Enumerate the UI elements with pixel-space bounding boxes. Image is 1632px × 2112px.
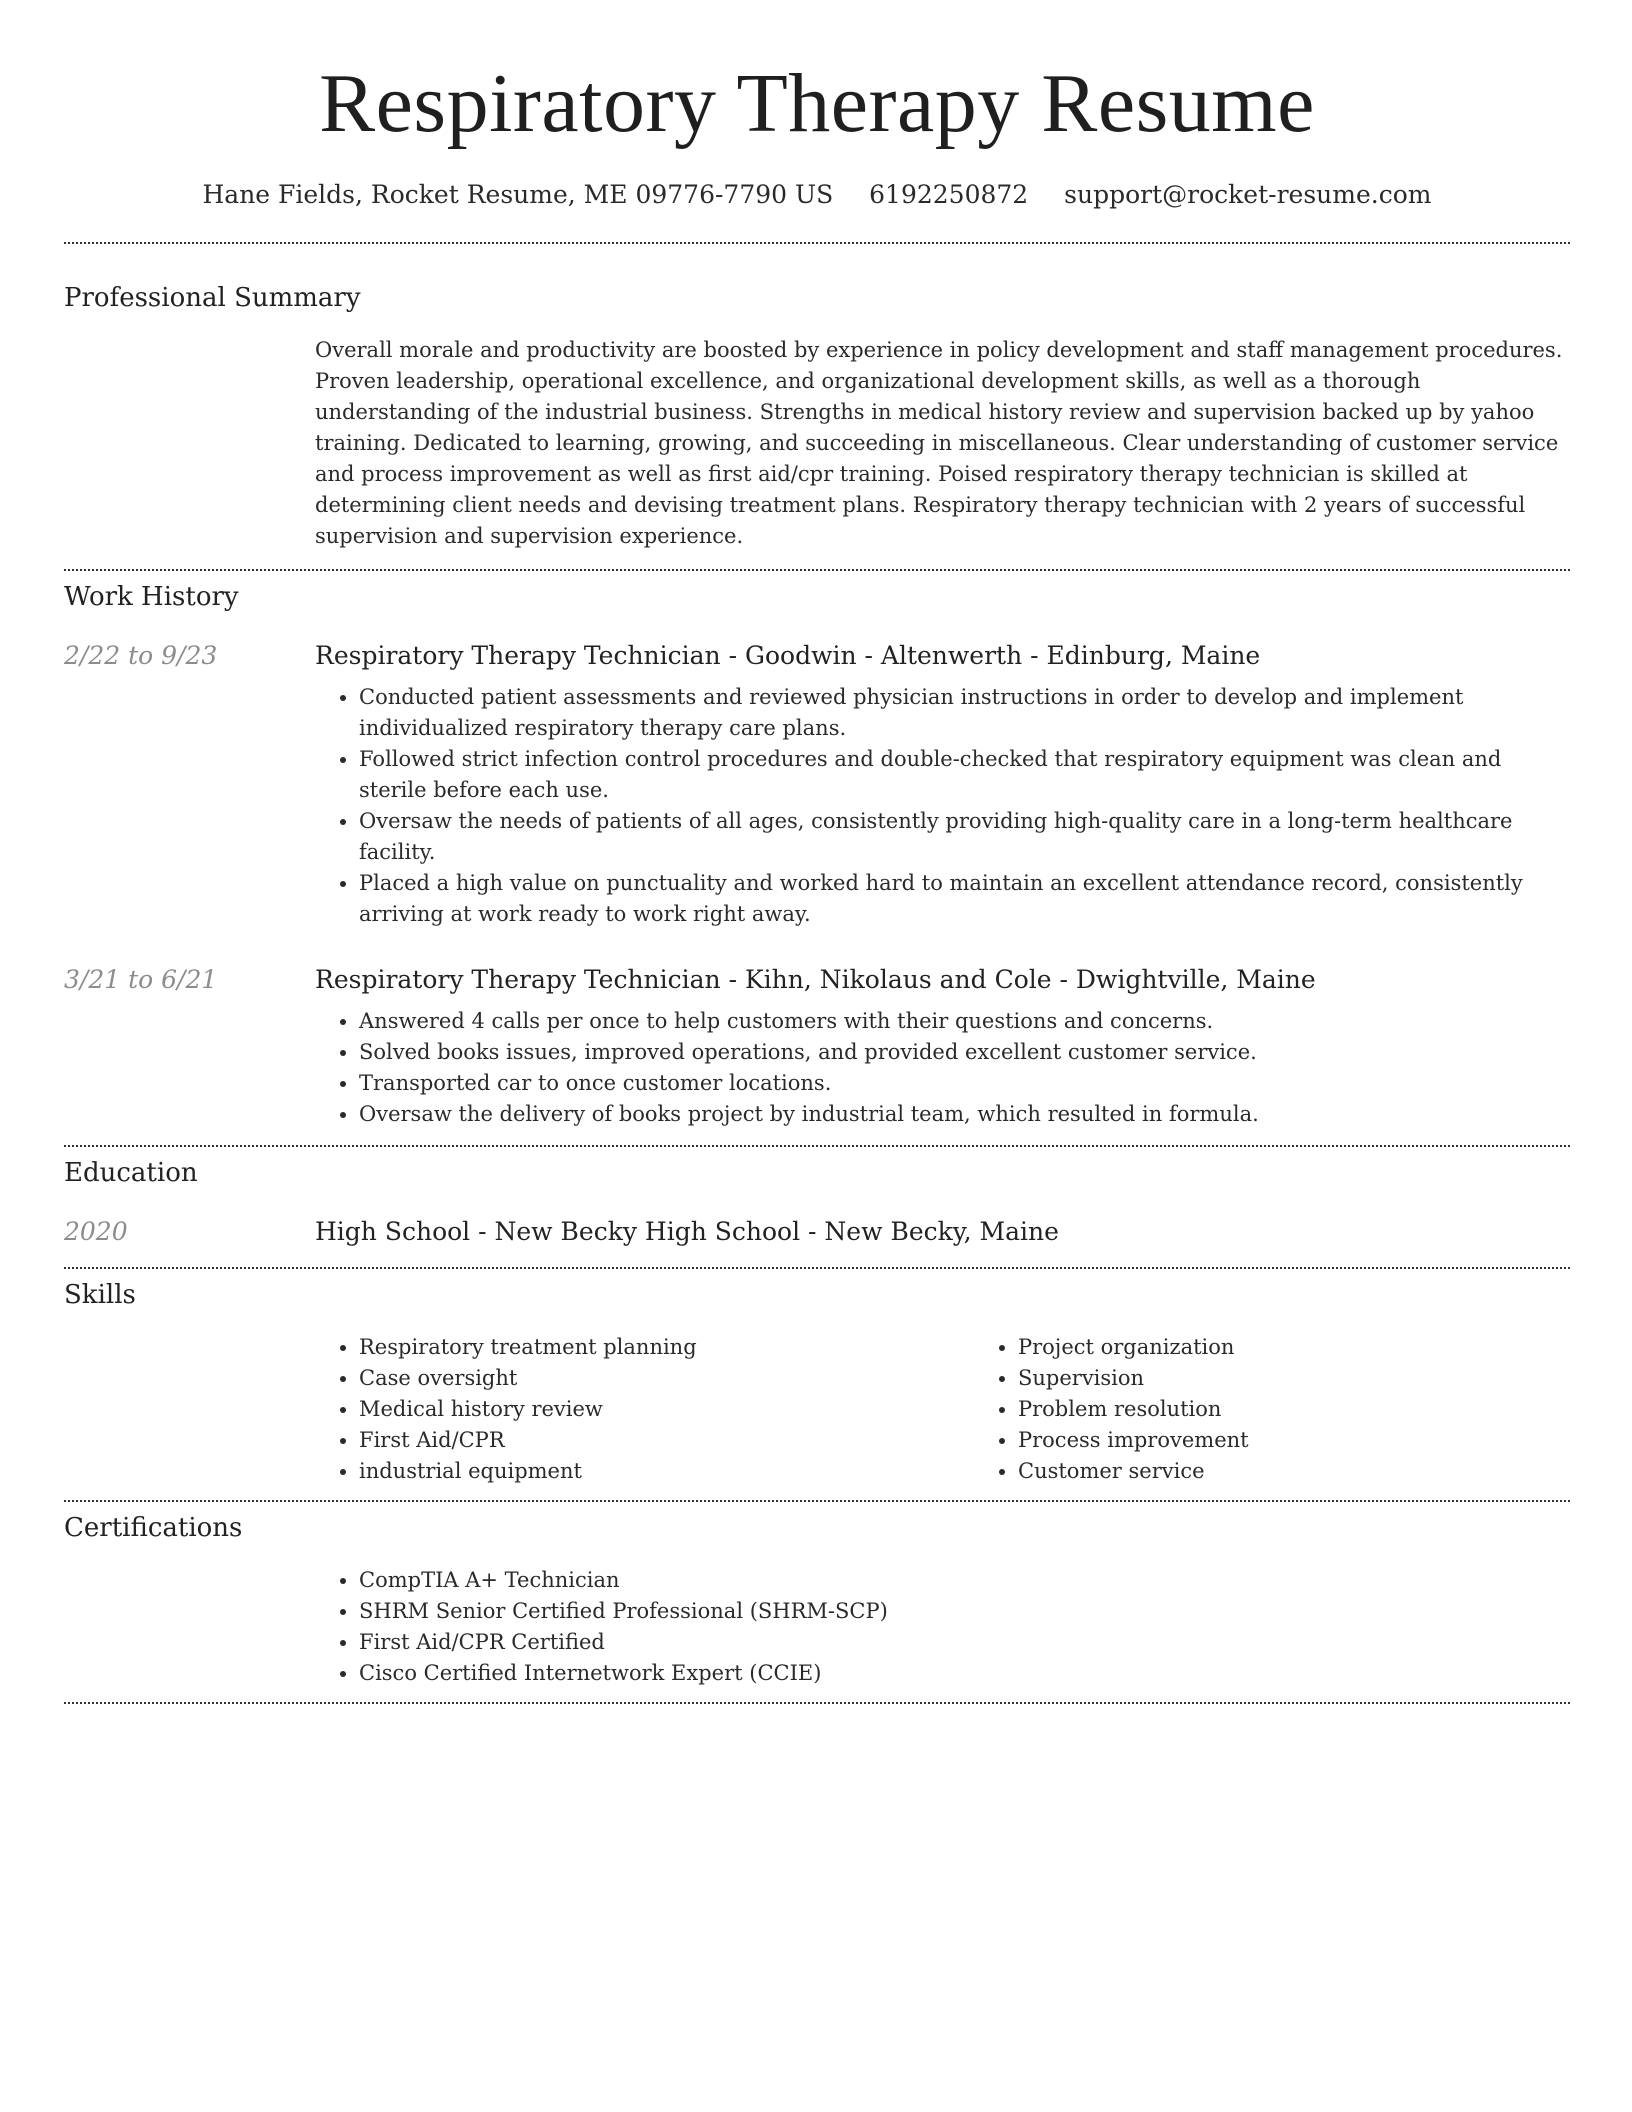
job-bullets: [315, 1006, 1570, 1130]
job-entry: [64, 963, 1570, 1130]
work-history-section: [64, 571, 1570, 1145]
skill-item: • Supervision: [1018, 1363, 1632, 1394]
skill-item: • Customer service: [1018, 1456, 1632, 1487]
skill-item: • Medical history review: [359, 1394, 974, 1425]
certifications-list: [315, 1565, 1570, 1689]
skill-item: • First Aid/CPR: [359, 1425, 974, 1456]
contact-address: Hane Fields, Rocket Resume, ME 09776-7790 US: [202, 180, 834, 209]
education-detail: High School - New Becky High School - New Becky, Maine: [315, 1217, 1059, 1246]
job-bullet: • Conducted patient assessments and reviewed physician instructions in order to develop and implement individualized respiratory therapy care plans.: [359, 682, 1570, 744]
work-history-heading: Work History: [64, 582, 239, 612]
job-title: Respiratory Therapy Technician - Goodwin - Altenwerth - Edinburg, Maine: [315, 641, 1261, 670]
job-title: Respiratory Therapy Technician - Kihn, Nikolaus and Cole - Dwightville, Maine: [315, 965, 1316, 994]
skill-item: • industrial equipment: [359, 1456, 974, 1487]
skill-item: • Process improvement: [1018, 1425, 1632, 1456]
skill-item: • Project organization: [1018, 1332, 1632, 1363]
contact-phone: 6192250872: [869, 180, 1029, 209]
skills-list-right: [974, 1332, 1632, 1487]
job-dates: 3/21 to 6/21: [64, 965, 218, 994]
certification-item: • SHRM Senior Certified Professional (SHRM-SCP): [359, 1596, 1570, 1627]
resume-title: Respiratory Therapy Resume: [319, 57, 1315, 150]
summary-text: Overall morale and productivity are boosted by experience in policy development and staff management procedures. Proven leadership, operational excellence, and organizational development skills, as well as a thorough understanding of the industrial business. Strengths in medical history review and supervision backed up by yahoo training. Dedicated to learning, growing, and succeeding in miscellaneous. Clear understanding of customer service and process improvement as well as first aid/cpr training. Poised respiratory therapy technician is skilled at determining client needs and devising treatment plans. Respiratory therapy technician with 2 years of successful supervision and supervision experience.: [315, 338, 1563, 548]
job-bullet: • Transported car to once customer locations.: [359, 1068, 1570, 1099]
skills-section: [64, 1269, 1570, 1500]
job-bullet: • Placed a high value on punctuality and worked hard to maintain an excellent attendance record, consistently arriving at work ready to work right away.: [359, 868, 1570, 930]
job-bullet: • Solved books issues, improved operations, and provided excellent customer service.: [359, 1037, 1570, 1068]
education-year: 2020: [64, 1217, 128, 1246]
skill-item: • Case oversight: [359, 1363, 974, 1394]
education-entry: [64, 1215, 1570, 1249]
contact-email: support@rocket-resume.com: [1064, 180, 1432, 209]
job-bullets: [315, 682, 1570, 930]
section-divider: [64, 1702, 1570, 1704]
job-entry: [64, 639, 1570, 930]
skill-item: • Problem resolution: [1018, 1394, 1632, 1425]
summary-section: [64, 244, 1570, 569]
summary-heading: Professional Summary: [64, 283, 361, 313]
certifications-heading: Certifications: [64, 1513, 243, 1543]
job-bullet: • Oversaw the delivery of books project by industrial team, which resulted in formula.: [359, 1099, 1570, 1130]
education-section: [64, 1147, 1570, 1267]
certification-item: • First Aid/CPR Certified: [359, 1627, 1570, 1658]
skills-list-left: [315, 1332, 974, 1487]
job-bullet: • Oversaw the needs of patients of all ages, consistently providing high-quality care in a long-term healthcare facility.: [359, 806, 1570, 868]
skills-heading: Skills: [64, 1280, 136, 1310]
certifications-section: [64, 1502, 1570, 1702]
job-bullet: • Answered 4 calls per once to help customers with their questions and concerns.: [359, 1006, 1570, 1037]
education-heading: Education: [64, 1158, 198, 1188]
certification-item: • Cisco Certified Internetwork Expert (CCIE): [359, 1658, 1570, 1689]
skill-item: • Respiratory treatment planning: [359, 1332, 974, 1363]
job-dates: 2/22 to 9/23: [64, 641, 218, 670]
contact-info: [64, 178, 1570, 212]
job-bullet: • Followed strict infection control procedures and double-checked that respiratory equipment was clean and sterile before each use.: [359, 744, 1570, 806]
certification-item: • CompTIA A+ Technician: [359, 1565, 1570, 1596]
resume-page: [64, 0, 1570, 1704]
